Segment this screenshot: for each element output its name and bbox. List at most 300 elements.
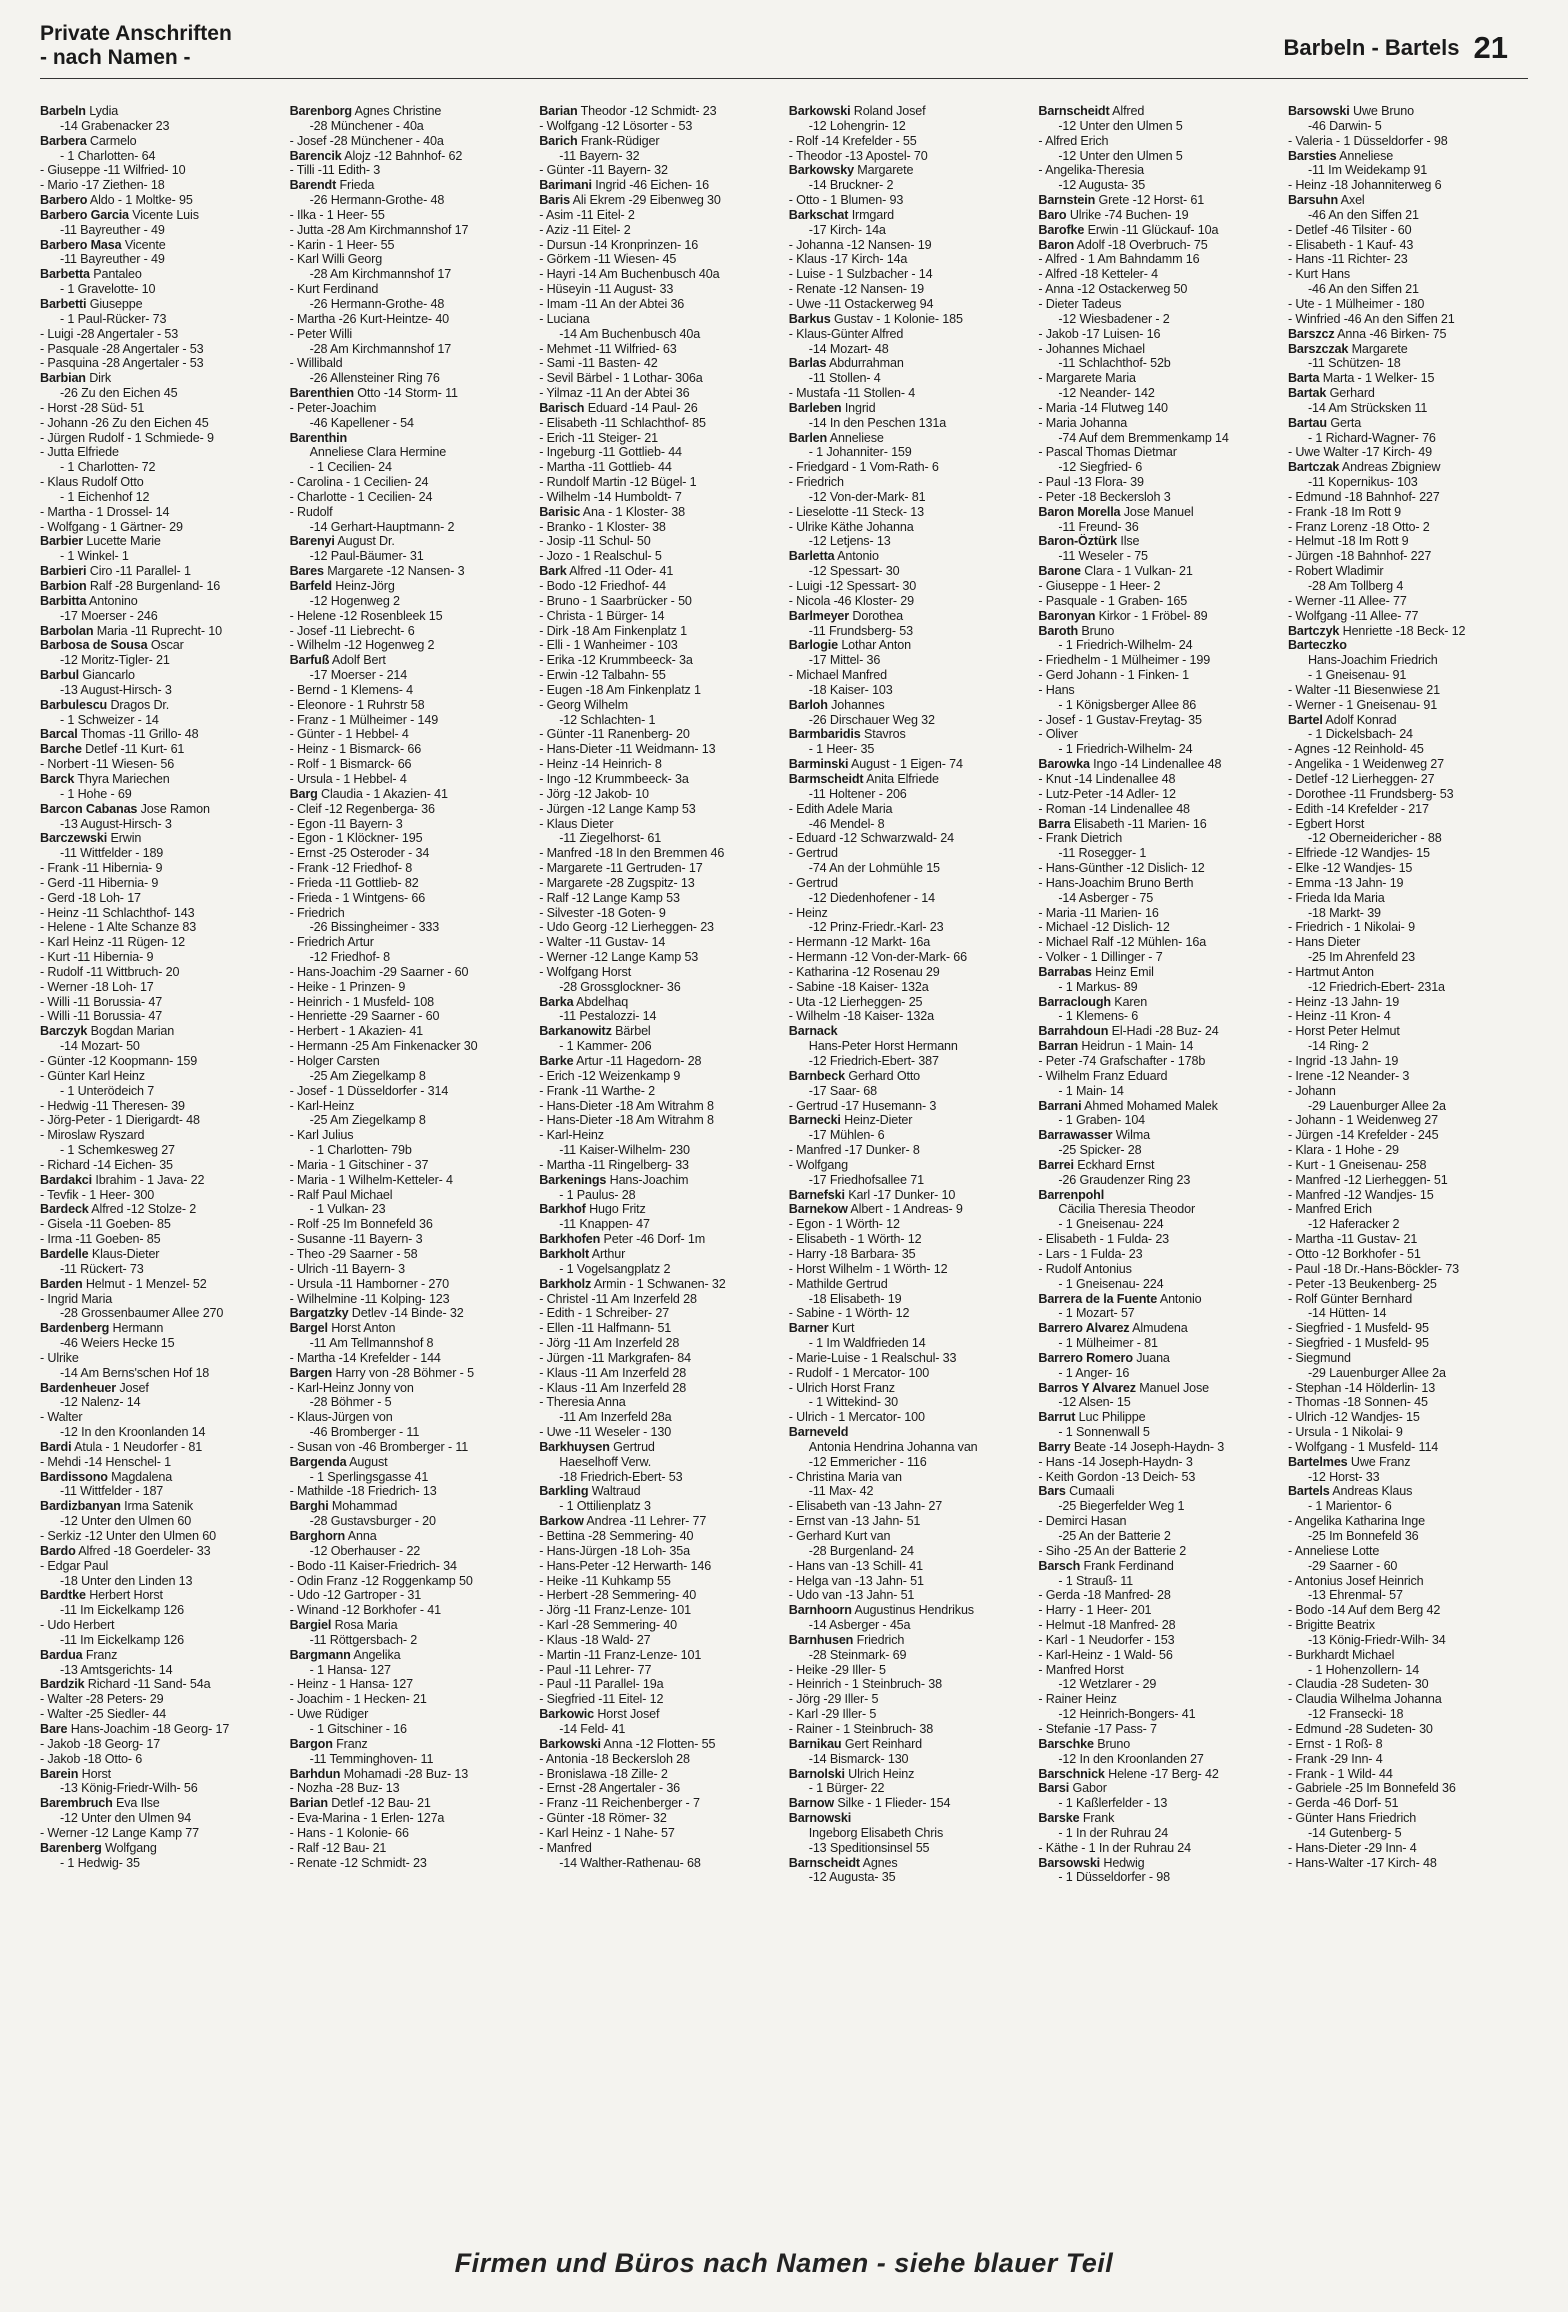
entry-sub: - Frank -11 Warthe- 2 [539, 1083, 656, 1098]
entry-detail: Stavros [860, 727, 906, 742]
entry-sub: - Dursun -14 Kronprinzen- 16 [539, 237, 699, 252]
entry-sub: - Nicola -46 Kloster- 29 [788, 593, 914, 608]
entry-detail: Ulrike -74 Buchen- 19 [1066, 207, 1189, 222]
entry-detail: Jose Manuel [1120, 504, 1194, 519]
entry-continuation: -28 Steinmark- 69 [808, 1647, 907, 1662]
entry-sub: - Marie-Luise - 1 Realschul- 33 [788, 1350, 957, 1365]
entry-sub: - Ulrich Horst Franz [788, 1380, 895, 1395]
surname: Barembruch [40, 1796, 113, 1811]
entry-sub: - Knut -14 Lindenallee 48 [1038, 771, 1176, 786]
surname: Barnow [788, 1796, 835, 1811]
entry-continuation: -11 Im Weidekamp 91 [1307, 163, 1428, 178]
entry-sub: - Manfred -12 Wandjes- 15 [1287, 1187, 1434, 1202]
entry-sub: - Elke -12 Wandjes- 15 [1287, 861, 1413, 876]
entry-sub: - Horst -28 Süd- 51 [40, 400, 145, 415]
surname: Bare [40, 1721, 68, 1736]
surname: Barrero Alvarez [1038, 1321, 1130, 1336]
surname: Bardakci [40, 1172, 93, 1187]
entry-head [1038, 1410, 1280, 1425]
surname: Baron [1038, 237, 1075, 252]
entry-head [1038, 1351, 1280, 1366]
surname: Barfeld [289, 579, 332, 593]
entry-continuation: - 1 Unterödeich 7 [60, 1083, 155, 1098]
entry-sub: - Bodo -12 Friedhof- 44 [539, 579, 666, 593]
entry-detail: Helmut - 1 Menzel- 52 [82, 1276, 207, 1291]
entry-sub: - Lutz-Peter -14 Adler- 12 [1038, 786, 1176, 801]
surname: Barbitta [40, 593, 87, 608]
surname: Barkschat [788, 207, 849, 222]
entry-sub: - Sami -11 Basten- 42 [539, 356, 658, 371]
page-number: 21 [1473, 30, 1508, 65]
entry-sub: - Helene -12 Rosenbleek 15 [289, 608, 443, 623]
entry-sub: - Luigi -12 Spessart- 30 [788, 579, 917, 593]
entry-continuation: -14 Grabenacker 23 [60, 118, 170, 133]
directory-column [1038, 104, 1280, 2224]
entry-continuation: Antonia Hendrina Johanna van [808, 1439, 978, 1454]
entry-sub: - Heinrich - 1 Musfeld- 108 [289, 994, 434, 1009]
surname: Barkowski [539, 1736, 601, 1751]
entry-sub: - Joachim - 1 Hecken- 21 [289, 1692, 427, 1707]
entry-sub: - Walter -11 Gustav- 14 [539, 935, 666, 950]
entry-head [539, 1277, 781, 1292]
surname: Barnikau [788, 1736, 842, 1751]
surname: Barnack [788, 1024, 838, 1039]
entry-sub: - Peter Willi [289, 326, 353, 341]
entry-continuation: -26 Bissingheimer - 333 [309, 920, 440, 935]
entry-continuation: -74 Auf dem Bremmenkamp 14 [1058, 430, 1229, 445]
entry-sub: - Ernst -28 Angertaler - 36 [539, 1781, 681, 1796]
entry-head [539, 1247, 781, 1262]
entry-sub: - Manfred [539, 1840, 592, 1855]
entry-sub: - Bodo -11 Kaiser-Friedrich- 34 [289, 1558, 457, 1573]
surname: Barkhof [539, 1202, 586, 1217]
entry-continuation: -11 Schlachthof- 52b [1058, 356, 1171, 371]
entry-head [40, 238, 282, 253]
entry-continuation: -25 Spicker- 28 [1058, 1143, 1142, 1158]
entry-head [789, 638, 1031, 653]
entry-detail: Ingrid [841, 400, 876, 415]
entry-sub: - Ralf -12 Lange Kamp 53 [539, 890, 680, 905]
entry-detail: Anneliese [827, 430, 884, 445]
surname: Barcal [40, 727, 78, 742]
entry-sub: - Imam -11 An der Abtei 36 [539, 296, 685, 311]
entry-detail: Waltraud [588, 1484, 641, 1499]
entry-detail: Lucette Marie [83, 534, 161, 549]
entry-head [539, 1173, 781, 1188]
entry-head [1288, 416, 1530, 431]
entry-continuation: -14 Hütten- 14 [1307, 1306, 1387, 1321]
entry-head [539, 1440, 781, 1455]
entry-sub: - Asim -11 Eitel- 2 [539, 207, 635, 222]
entry-head [1288, 460, 1530, 475]
surname: Bardizbanyan [40, 1499, 121, 1514]
entry-detail: Alojz -12 Bahnhof- 62 [341, 148, 463, 163]
name-range: Barbeln - Bartels [1283, 35, 1460, 60]
entry-continuation: - 1 Sperlingsgasse 41 [309, 1469, 429, 1484]
entry-detail: Gertrud [609, 1439, 655, 1454]
entry-head [40, 1648, 282, 1663]
entry-sub: - Sabine -18 Kaiser- 132a [788, 979, 929, 994]
entry-continuation: -28 Grossglockner- 36 [559, 979, 681, 994]
entry-detail: Rosa Maria [331, 1618, 398, 1633]
surname: Barkowski [788, 104, 851, 118]
entry-sub: - Frank -11 Hibernia- 9 [40, 861, 163, 876]
entry-sub: - Gertrud -17 Husemann- 3 [788, 1098, 937, 1113]
entry-sub: - Martha -14 Krefelder - 144 [289, 1350, 441, 1365]
entry-head [290, 653, 532, 668]
entry-continuation: -26 Zu den Eichen 45 [60, 386, 178, 401]
entry-continuation: -29 Lauenburger Allee 2a [1307, 1365, 1446, 1380]
entry-continuation: -12 Friedrich-Ebert- 231a [1307, 979, 1445, 994]
entry-sub: - Rolf -14 Krefelder - 55 [788, 133, 917, 148]
surname: Barbion [40, 579, 87, 593]
entry-sub: - Cleif -12 Regenberga- 36 [289, 801, 435, 816]
entry-detail: Johannes [827, 697, 885, 712]
entry-head [789, 1796, 1031, 1811]
entry-sub: - Karl - 1 Neudorfer - 153 [1038, 1632, 1175, 1647]
surname: Barta [1287, 371, 1320, 386]
entry-continuation: - 1 Charlotten- 72 [60, 460, 156, 475]
entry-head [40, 1544, 282, 1559]
surname: Bartczyk [1287, 623, 1340, 638]
entry-continuation: -14 Am Buchenbusch 40a [559, 326, 701, 341]
entry-detail: Vicente [121, 237, 166, 252]
directory-column [789, 104, 1031, 2224]
entry-detail: Margarete [853, 163, 914, 178]
entry-detail: Dirk [85, 371, 111, 386]
entry-head [290, 1455, 532, 1470]
entry-detail: Thomas -11 Grillo- 48 [77, 727, 199, 742]
entry-sub: - Miroslaw Ryszard [40, 1128, 145, 1143]
entry-sub: - Georg Wilhelm [539, 697, 628, 712]
entry-detail: Antonio [1157, 1291, 1202, 1306]
entry-sub: - Heike -29 Iller- 5 [788, 1662, 886, 1677]
header-rule [40, 78, 1528, 79]
entry-head [40, 1440, 282, 1455]
surname: Bark [539, 564, 567, 579]
entry-continuation: -12 Oberhauser - 22 [309, 1543, 421, 1558]
surname: Barbieri [40, 564, 87, 579]
entry-sub: - Otto -12 Borkhofer - 51 [1287, 1246, 1421, 1261]
entry-continuation: -12 Diedenhofener - 14 [808, 890, 936, 905]
entry-head [789, 1425, 1031, 1440]
entry-head [40, 1277, 282, 1292]
entry-sub: - Michael -12 Dislich- 12 [1038, 920, 1170, 935]
entry-head [290, 1618, 532, 1633]
entry-continuation: -13 Speditionsinsel 55 [808, 1840, 930, 1855]
surname: Barnhusen [788, 1632, 854, 1647]
entry-sub: - Käthe - 1 In der Ruhrau 24 [1038, 1840, 1191, 1855]
entry-continuation: -12 Moritz-Tigler- 21 [60, 653, 170, 668]
entry-sub: - Hermann -25 Am Finkenacker 30 [289, 1039, 478, 1054]
entry-sub: - Margarete -28 Zugspitz- 13 [539, 875, 695, 890]
entry-sub: - Uwe -11 Ostackerweg 94 [788, 296, 934, 311]
entry-sub: - Irma -11 Goeben- 85 [40, 1232, 161, 1247]
entry-sub: - Friedrich [289, 905, 345, 920]
entry-continuation: - 1 Hohe - 69 [60, 786, 132, 801]
surname: Barimani [539, 178, 592, 193]
surname: Barka [539, 994, 574, 1009]
surname: Barczewski [40, 831, 108, 846]
entry-sub: - Margarete Maria [1038, 371, 1136, 386]
entry-sub: - Kurt Ferdinand [289, 282, 379, 297]
entry-continuation: - 1 Vulkan- 23 [309, 1202, 386, 1217]
entry-sub: - Michael Manfred [788, 668, 888, 683]
entry-detail: Andreas Zbigniew [1339, 460, 1441, 475]
entry-continuation: -46 An den Siffen 21 [1307, 207, 1419, 222]
entry-detail: Irmgard [848, 207, 895, 222]
entry-head [1038, 208, 1280, 223]
entry-sub: - Siegfried - 1 Musfeld- 95 [1287, 1321, 1429, 1336]
entry-continuation: - 1 Gitschiner - 16 [309, 1721, 407, 1736]
entry-sub: - Heinz -13 Jahn- 19 [1287, 994, 1400, 1009]
entry-head [539, 193, 781, 208]
entry-head [1038, 1811, 1280, 1826]
entry-head [1038, 1781, 1280, 1796]
entry-sub: - Johann [1287, 1083, 1336, 1098]
entry-sub: - Klaus -18 Wald- 27 [539, 1632, 651, 1647]
entry-head [290, 1767, 532, 1782]
surname: Barbero [40, 193, 88, 208]
surname: Barschke [1038, 1736, 1094, 1751]
entry-sub: - Friedhelm - 1 Mülheimer - 199 [1038, 653, 1211, 668]
entry-head [1288, 1455, 1530, 1470]
entry-sub: - Herbert -28 Semmering- 40 [539, 1588, 697, 1603]
entry-sub: - Karl -28 Semmering- 40 [539, 1618, 677, 1633]
surname: Barnolski [788, 1766, 845, 1781]
entry-sub: - Jürgen -18 Bahnhof- 227 [1287, 549, 1432, 564]
entry-continuation: -74 An der Lohmühle 15 [808, 861, 940, 876]
entry-detail: Hugo Fritz [585, 1202, 646, 1217]
entry-sub: - Hans - 1 Kolonie- 66 [289, 1825, 409, 1840]
entry-detail: Silke - 1 Flieder- 154 [834, 1796, 951, 1811]
entry-head [789, 312, 1031, 327]
entry-sub: - Manfred Erich [1287, 1202, 1372, 1217]
entry-detail: Jose Ramon [137, 801, 210, 816]
entry-continuation: - 1 Strauß- 11 [1058, 1573, 1134, 1588]
surname: Bardi [40, 1439, 72, 1454]
entry-continuation: - 1 Wittekind- 30 [808, 1395, 898, 1410]
surname: Barghi [289, 1499, 329, 1514]
surname: Barisch [539, 400, 585, 415]
entry-sub: - Edmund -18 Bahnhof- 227 [1287, 489, 1440, 504]
entry-sub: - Rudolf Antonius [1038, 1261, 1132, 1276]
entry-head [1038, 1440, 1280, 1455]
entry-continuation: -13 Amtsgerichts- 14 [60, 1662, 173, 1677]
entry-sub: - Manfred -18 In den Bremmen 46 [539, 846, 725, 861]
surname: Barkow [539, 1514, 584, 1529]
entry-sub: - Mehdi -14 Henschel- 1 [40, 1454, 171, 1469]
entry-continuation: - 1 Düsseldorfer - 98 [1058, 1870, 1171, 1885]
entry-detail: Gabor [1069, 1781, 1107, 1796]
entry-continuation: - 1 Bürger- 22 [808, 1781, 885, 1796]
entry-sub: - Bernd - 1 Klemens- 4 [289, 682, 413, 697]
entry-continuation: - 1 Hohenzollern- 14 [1307, 1662, 1420, 1677]
entry-sub: - Otto - 1 Blumen- 93 [788, 193, 904, 208]
entry-detail: Claudia - 1 Akazien- 41 [317, 786, 448, 801]
entry-sub: - Josip -11 Schul- 50 [539, 534, 651, 549]
entry-head [1288, 193, 1530, 208]
entry-sub: - Detlef -46 Tilsiter - 60 [1287, 222, 1412, 237]
entry-sub: - Tevfik - 1 Heer- 300 [40, 1187, 155, 1202]
entry-detail: Magdalena [107, 1469, 173, 1484]
entry-detail: Beate -14 Joseph-Haydn- 3 [1070, 1439, 1225, 1454]
entry-continuation: Hans-Joachim Friedrich [1307, 653, 1438, 668]
entry-head [539, 1737, 781, 1752]
entry-head [789, 1202, 1031, 1217]
entry-continuation: - 1 Charlotten- 64 [60, 148, 156, 163]
entry-detail: Ingo -14 Lindenallee 48 [1089, 757, 1222, 772]
entry-continuation: -14 Feld- 41 [559, 1721, 626, 1736]
surname: Barnhoorn [788, 1603, 852, 1618]
entry-sub: - Helga van -13 Jahn- 51 [788, 1573, 924, 1588]
entry-continuation: - 1 Friedrich-Wilhelm- 24 [1058, 742, 1193, 757]
surname: Barnscheidt [788, 1855, 860, 1870]
entry-detail: Anneliese [1336, 148, 1394, 163]
entry-detail: Giancarlo [78, 668, 135, 683]
entry-detail: Frank-Rüdiger [577, 133, 660, 148]
entry-detail: Gerta [1326, 415, 1362, 430]
surname: Barbero Masa [40, 237, 122, 252]
entry-sub: - Klaus -17 Kirch- 14a [788, 252, 908, 267]
entry-sub: - Martha -11 Gottlieb- 44 [539, 460, 672, 475]
entry-sub: - Gerda -18 Manfred- 28 [1038, 1588, 1171, 1603]
entry-sub: - Udo Georg -12 Lierheggen- 23 [539, 920, 714, 935]
entry-detail: Dragos Dr. [107, 697, 170, 712]
surname: Barbier [40, 534, 84, 549]
surname: Barsowski [1038, 1855, 1101, 1870]
surname: Barbian [40, 371, 86, 386]
entry-continuation: - 1 Eichenhof 12 [60, 489, 150, 504]
entry-sub: - Josef -28 Münchener - 40a [289, 133, 444, 148]
entry-head [1038, 1099, 1280, 1114]
entry-sub: - Egon -11 Bayern- 3 [289, 816, 403, 831]
entry-sub: - Alfred -18 Ketteler- 4 [1038, 267, 1158, 282]
entry-sub: - Pasquina -28 Angertaler - 53 [40, 356, 204, 371]
entry-detail: Abdelhaq [573, 994, 629, 1009]
entry-sub: - Hüseyin -11 August- 33 [539, 282, 674, 297]
surname: Barmscheidt [788, 771, 864, 786]
entry-continuation: -25 Am Ziegelkamp 8 [309, 1113, 426, 1128]
entry-sub: - Udo van -13 Jahn- 51 [788, 1588, 915, 1603]
entry-detail: Wolfgang [101, 1840, 157, 1855]
entry-head [290, 1796, 532, 1811]
entry-sub: - Maria Johanna [1038, 415, 1128, 430]
entry-sub: - Günter -18 Römer- 32 [539, 1811, 667, 1826]
entry-sub: - Roman -14 Lindenallee 48 [1038, 801, 1190, 816]
entry-continuation: - 1 Mülheimer - 81 [1058, 1336, 1158, 1351]
entry-sub: - Antonius Josef Heinrich [1287, 1573, 1424, 1588]
entry-sub: - Harry - 1 Heer- 201 [1038, 1603, 1152, 1618]
entry-sub: - Gabriele -25 Im Bonnefeld 36 [1287, 1781, 1456, 1796]
surname: Barsi [1038, 1781, 1070, 1796]
entry-sub: - Egbert Horst [1287, 816, 1365, 831]
entry-sub: - Gerd -18 Loh- 17 [40, 890, 141, 905]
surname: Bars [1038, 1484, 1066, 1499]
entry-sub: - Ulrike [40, 1350, 79, 1365]
entry-sub: - Volker - 1 Dillinger - 7 [1038, 950, 1163, 965]
entry-continuation: -11 Frundsberg- 53 [808, 623, 913, 638]
entry-detail: Peter -46 Dorf- 1m [600, 1232, 706, 1247]
entry-continuation: -12 Unter den Ulmen 94 [60, 1811, 192, 1826]
surname: Barsuhn [1287, 193, 1339, 208]
entry-continuation: -14 Asberger - 45a [808, 1618, 911, 1633]
entry-sub: - Ralf -12 Bau- 21 [289, 1840, 387, 1855]
directory-columns [40, 104, 1530, 2224]
surname: Barrabas [1038, 964, 1092, 979]
entry-continuation: - 1 Sonnenwall 5 [1058, 1425, 1150, 1440]
entry-sub: - Klaus Rudolf Otto [40, 475, 144, 490]
entry-sub: - Günter Karl Heinz [40, 1068, 145, 1083]
entry-continuation: -17 Mittel- 36 [808, 653, 881, 668]
entry-detail: Elisabeth -11 Marien- 16 [1070, 816, 1207, 831]
entry-continuation: -17 Mühlen- 6 [808, 1128, 885, 1143]
entry-sub: - Renate -12 Nansen- 19 [788, 282, 924, 297]
entry-sub: - Günter -11 Bayern- 32 [539, 163, 668, 178]
entry-sub: - Johanna -12 Nansen- 19 [788, 237, 932, 252]
entry-detail: Kirkor - 1 Fröbel- 89 [1095, 608, 1208, 623]
entry-head [1288, 342, 1530, 357]
entry-sub: - Peter -13 Beukenberg- 25 [1287, 1276, 1437, 1291]
entry-sub: - Wolfgang [788, 1157, 848, 1172]
entry-sub: - Susanne -11 Bayern- 3 [289, 1232, 423, 1247]
surname: Bartelmes [1287, 1454, 1348, 1469]
entry-sub: - Frieda -11 Gottlieb- 82 [289, 875, 419, 890]
surname: Barenborg [289, 104, 352, 118]
entry-detail: Heinz Emil [1091, 964, 1154, 979]
entry-detail: Ilse [1117, 534, 1140, 549]
entry-sub: - Günter - 1 Hebbel- 4 [289, 727, 409, 742]
entry-sub: - Tilli -11 Edith- 3 [289, 163, 381, 178]
entry-continuation: -12 Unter den Ulmen 60 [60, 1514, 192, 1529]
entry-head [290, 1499, 532, 1514]
entry-continuation: -18 Elisabeth- 19 [808, 1291, 902, 1306]
entry-head [290, 1529, 532, 1544]
surname: Bargel [289, 1321, 328, 1336]
entry-continuation: -46 Darwin- 5 [1307, 118, 1382, 133]
entry-detail: Arthur [589, 1246, 626, 1261]
entry-continuation: -26 Graudenzer Ring 23 [1058, 1172, 1191, 1187]
entry-continuation: - 1 Main- 14 [1058, 1083, 1124, 1098]
entry-sub: - Hans-Dieter -29 Inn- 4 [1287, 1840, 1417, 1855]
page-header [40, 22, 1508, 72]
surname: Barenthien [289, 386, 354, 401]
entry-head [1038, 817, 1280, 832]
entry-sub: - Erwin -12 Talbahn- 55 [539, 668, 666, 683]
entry-sub: - Klaus-Jürgen von [289, 1410, 393, 1425]
surname: Barrahdoun [1038, 1024, 1109, 1039]
entry-continuation: -26 Allensteiner Ring 76 [309, 371, 440, 386]
surname: Barsties [1287, 148, 1337, 163]
entry-head [1038, 1559, 1280, 1574]
entry-sub: - Josef - 1 Gustav-Freytag- 35 [1038, 712, 1202, 727]
entry-head [1288, 371, 1530, 386]
entry-sub: - Sevil Bärbel - 1 Lothar- 306a [539, 371, 703, 386]
entry-sub: - Josef -11 Liebrecht- 6 [289, 623, 415, 638]
entry-detail: Lydia [85, 104, 119, 118]
entry-sub: - Günter Hans Friedrich [1287, 1811, 1417, 1826]
entry-sub: - Rolf Günter Bernhard [1287, 1291, 1413, 1306]
entry-head [40, 668, 282, 683]
surname: Barkling [539, 1484, 589, 1499]
surname: Barlen [788, 430, 828, 445]
surname: Barner [788, 1321, 829, 1336]
entry-sub: - Kurt - 1 Gneisenau- 258 [1287, 1157, 1427, 1172]
entry-head [539, 564, 781, 579]
entry-sub: - Werner -12 Lange Kamp 77 [40, 1825, 199, 1840]
entry-continuation: -12 Augusta- 35 [1058, 178, 1146, 193]
entry-continuation: -25 Am Ziegelkamp 8 [309, 1068, 426, 1083]
